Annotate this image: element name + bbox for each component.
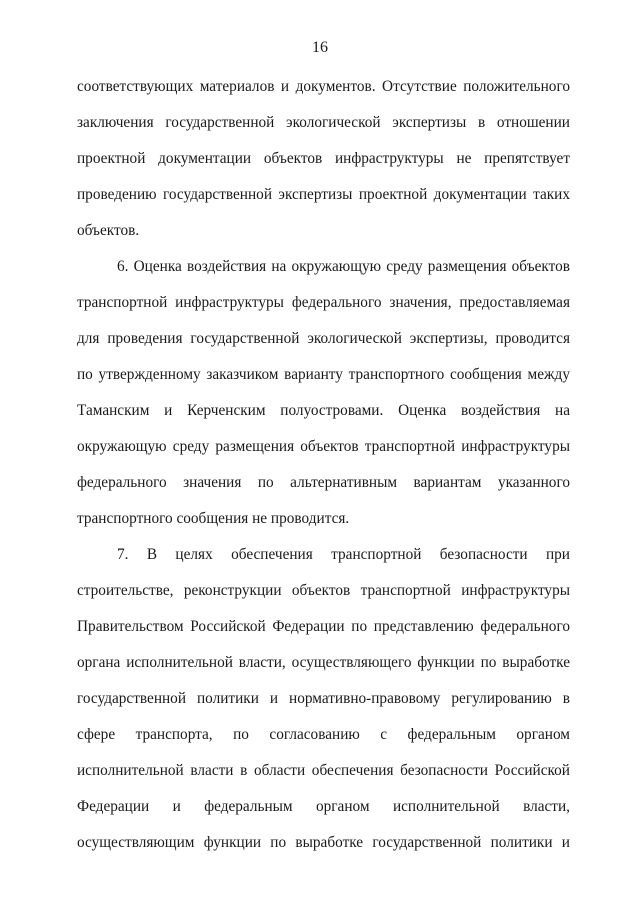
paragraph-line: осуществляющим функции по выработке государственной политики и [77, 834, 570, 851]
paragraph-line: заключения государственной экологической экспертизы в отношении [77, 114, 570, 131]
paragraph-line: Федерации и федеральным органом исполнительной власти, [77, 798, 570, 815]
paragraph-line: федерального значения по альтернативным вариантам указанного [77, 474, 570, 491]
paragraph-line: объектов. [77, 222, 140, 239]
paragraph-line: Таманским и Керченским полуостровами. Оценка воздействия на [77, 402, 570, 419]
paragraph-line: Правительством Российской Федерации по представлению федерального [77, 618, 570, 635]
paragraph-line: проведению государственной экспертизы проектной документации таких [77, 186, 570, 203]
paragraph-line: транспортного сообщения не проводится. [77, 510, 350, 527]
paragraph-line: для проведения государственной экологической экспертизы, проводится [77, 330, 570, 347]
paragraph-line: 6. Оценка воздействия на окружающую среду размещения объектов [117, 258, 570, 275]
paragraph-line: проектной документации объектов инфраструктуры не препятствует [77, 150, 570, 167]
paragraph-line: государственной политики и нормативно-правовому регулированию в [77, 690, 570, 707]
page-number: 16 [312, 39, 328, 56]
paragraph-line: органа исполнительной власти, осуществляющего функции по выработке [77, 654, 570, 671]
paragraph-line: соответствующих материалов и документов. Отсутствие положительного [77, 78, 570, 95]
paragraph-line: по утвержденному заказчиком варианту транспортного сообщения между [77, 366, 570, 383]
paragraph-line: окружающую среду размещения объектов транспортной инфраструктуры [77, 438, 570, 455]
paragraph-line: транспортной инфраструктуры федерального значения, предоставляемая [77, 294, 570, 311]
paragraph-line: сфере транспорта, по согласованию с федеральным органом [77, 726, 570, 743]
paragraph-line: исполнительной власти в области обеспечения безопасности Российской [77, 762, 570, 779]
paragraph-line: строительстве, реконструкции объектов транспортной инфраструктуры [77, 582, 570, 599]
paragraph-line: 7. В целях обеспечения транспортной безопасности при [117, 546, 570, 563]
